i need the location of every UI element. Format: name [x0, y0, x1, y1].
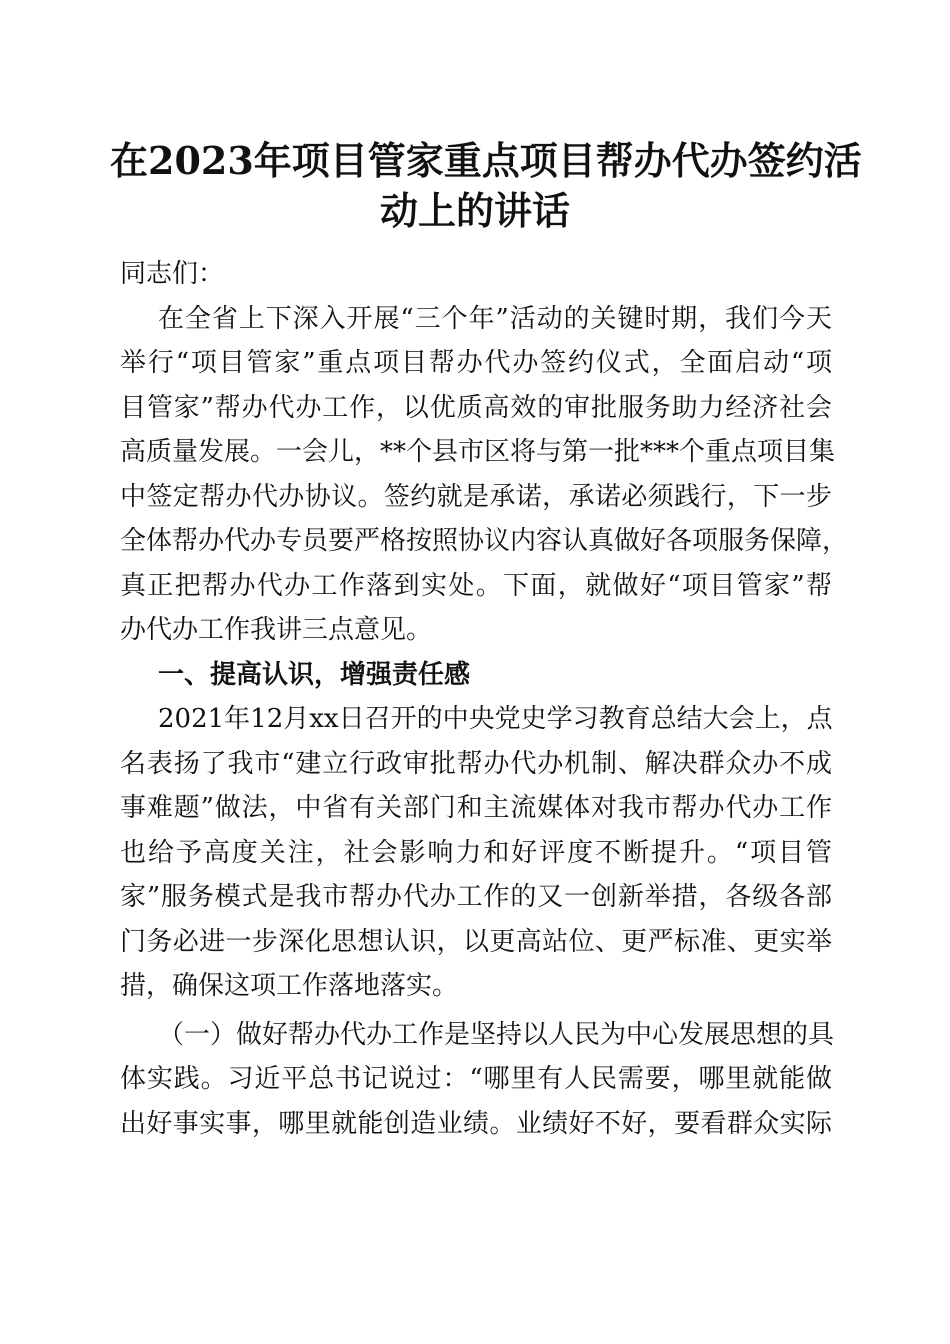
title-line-1: 在2023年项目管家重点项目帮办代办签约活 [110, 138, 862, 183]
paragraph-section-1 [120, 697, 832, 1009]
text-line: 办代办工作我讲三点意见。 [120, 615, 433, 645]
text-line: 在全省上下深入开展“三个年”活动的关键时期，我们今天 [158, 303, 832, 334]
text-line: 举行“项目管家”重点项目帮办代办签约仪式，全面启动“项 [120, 348, 832, 378]
text-line: （一）做好帮办代办工作是坚持以人民为中心发展思想的具 [158, 1019, 835, 1050]
text-line: 2021年12月xx日召开的中央党史学习教育总结大会上，点 [158, 704, 833, 734]
document-title [110, 136, 862, 236]
salutation: 同志们： [120, 259, 225, 289]
text-line: 全体帮办代办专员要严格按照协议内容认真做好各项服务保障， [120, 526, 849, 556]
section-heading-1: 一、提高认识，增强责任感 [158, 659, 471, 690]
text-line: 门务必进一步深化思想认识，以更高站位、更严标准、更实举 [120, 926, 832, 957]
text-line: 中签定帮办代办协议。签约就是承诺，承诺必须践行，下一步 [120, 481, 832, 512]
text-line: 高质量发展。一会儿，**个县市区将与第一批***个重点项目集 [120, 437, 836, 467]
text-line: 事难题”做法，中省有关部门和主流媒体对我市帮办代办工作 [120, 793, 832, 823]
text-line: 真正把帮办代办工作落到实处。下面，就做好“项目管家”帮 [120, 570, 832, 601]
text-line: 也给予高度关注，社会影响力和好评度不断提升。“项目管 [120, 837, 832, 868]
text-line: 出好事实事，哪里就能创造业绩。业绩好不好，要看群众实际 [120, 1108, 832, 1139]
text-line: 家”服务模式是我市帮办代办工作的又一创新举措，各级各部 [120, 882, 832, 912]
text-line: 体实践。习近平总书记说过：“哪里有人民需要，哪里就能做 [120, 1064, 832, 1094]
paragraph-intro [120, 297, 849, 653]
title-line-2: 动上的讲话 [379, 188, 570, 233]
paragraph-subsection-1 [120, 1013, 835, 1147]
text-line: 措，确保这项工作落地落实。 [120, 971, 459, 1001]
text-line: 目管家”帮办代办工作，以优质高效的审批服务助力经济社会 [120, 392, 832, 423]
document-body [120, 252, 849, 1146]
text-line: 名表扬了我市“建立行政审批帮办代办机制、解决群众办不成 [120, 748, 832, 779]
